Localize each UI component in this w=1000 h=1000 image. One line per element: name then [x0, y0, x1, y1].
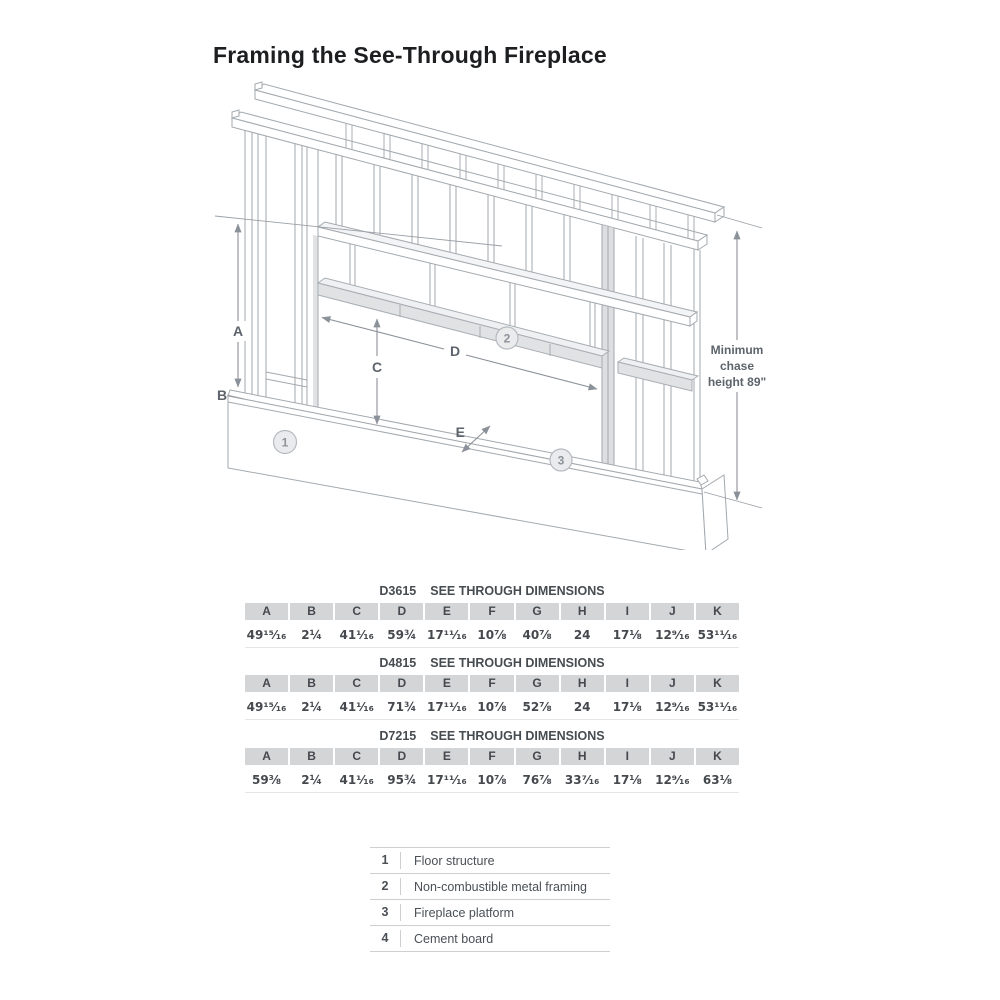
- legend-number: 2: [370, 878, 401, 895]
- col-header: J: [651, 603, 694, 620]
- dim-value: 40⅞: [516, 620, 559, 646]
- table-header-row: [245, 748, 739, 765]
- col-header: I: [606, 748, 649, 765]
- col-header: C: [335, 675, 378, 692]
- table-model: D7215: [379, 729, 417, 743]
- col-header: H: [561, 675, 604, 692]
- dim-value: 63⅛: [696, 765, 739, 791]
- page-title: Framing the See-Through Fireplace: [213, 42, 607, 68]
- header-rail: [318, 222, 697, 326]
- dimension-table-d3615: [245, 584, 739, 648]
- dim-value: 12⁹⁄₁₆: [651, 620, 694, 646]
- table-rule: [245, 647, 739, 648]
- col-header: E: [425, 675, 468, 692]
- dim-value: 17⅛: [606, 692, 649, 718]
- legend-table: [370, 847, 610, 952]
- table-title: [245, 584, 739, 598]
- dim-value: 53¹¹⁄₁₆: [696, 620, 739, 646]
- col-header: A: [245, 603, 288, 620]
- dim-value: 17⅛: [606, 620, 649, 646]
- col-header: F: [470, 675, 513, 692]
- table-title-text: SEE THROUGH DIMENSIONS: [430, 584, 605, 598]
- col-header: I: [606, 675, 649, 692]
- legend-label: Cement board: [414, 931, 494, 946]
- dimension-table-d4815: [245, 656, 739, 720]
- table-header-row: [245, 675, 739, 692]
- dim-value: 17⅛: [606, 765, 649, 791]
- svg-text:3: 3: [557, 453, 565, 468]
- dim-value: 24: [561, 620, 604, 646]
- dim-value: 2¼: [290, 765, 333, 791]
- dim-value: 49¹⁵⁄₁₆: [245, 620, 288, 646]
- legend-label: Fireplace platform: [414, 905, 515, 920]
- svg-text:Minimum: Minimum: [710, 343, 764, 357]
- callout-3: [550, 449, 572, 471]
- col-header: E: [425, 603, 468, 620]
- col-header: B: [290, 675, 333, 692]
- dim-value: 41¹⁄₁₆: [335, 765, 378, 791]
- table-title: [245, 729, 739, 743]
- col-header: J: [651, 675, 694, 692]
- col-header: K: [696, 675, 739, 692]
- dim-value: 10⅞: [470, 620, 513, 646]
- dim-value: 10⅞: [470, 692, 513, 718]
- legend-label: Floor structure: [414, 853, 495, 868]
- dim-value: 12⁹⁄₁₆: [651, 765, 694, 791]
- col-header: G: [516, 748, 559, 765]
- dim-value: 52⅞: [516, 692, 559, 718]
- dim-value: 2¼: [290, 620, 333, 646]
- table-value-row: [245, 765, 739, 791]
- col-header: B: [290, 748, 333, 765]
- col-header: I: [606, 603, 649, 620]
- svg-text:1: 1: [281, 435, 289, 450]
- dim-value: 53¹¹⁄₁₆: [696, 692, 739, 718]
- dim-value: 24: [561, 692, 604, 718]
- svg-text:2: 2: [503, 331, 511, 346]
- col-header: D: [380, 675, 423, 692]
- col-header: K: [696, 603, 739, 620]
- table-model: D4815: [379, 656, 417, 670]
- col-header: C: [335, 748, 378, 765]
- table-rule: [245, 719, 739, 720]
- col-header: H: [561, 748, 604, 765]
- table-value-row: [245, 620, 739, 646]
- dim-value: 59¾: [380, 620, 423, 646]
- legend-row-2: [370, 873, 610, 899]
- framing-diagram: [200, 80, 780, 550]
- table-header-row: [245, 603, 739, 620]
- dim-label-c: C: [371, 359, 383, 375]
- table-value-row: [245, 692, 739, 718]
- legend-row-1: [370, 847, 610, 873]
- dim-value: 95¾: [380, 765, 423, 791]
- legend-number: 1: [370, 852, 401, 869]
- legend-label: Non-combustible metal framing: [414, 879, 587, 894]
- col-header: A: [245, 675, 288, 692]
- svg-text:chase: chase: [719, 359, 755, 373]
- col-header: K: [696, 748, 739, 765]
- callout-1: [274, 431, 297, 454]
- legend-row-3: [370, 899, 610, 925]
- dim-value: 10⅞: [470, 765, 513, 791]
- col-header: G: [516, 675, 559, 692]
- dim-value: 17¹¹⁄₁₆: [425, 620, 468, 646]
- dim-label-b: B: [216, 387, 228, 403]
- col-header: G: [516, 603, 559, 620]
- col-header: F: [470, 748, 513, 765]
- table-title-text: SEE THROUGH DIMENSIONS: [430, 729, 605, 743]
- dim-value: 2¼: [290, 692, 333, 718]
- label-backgrounds: [229, 321, 465, 377]
- table-title: [245, 656, 739, 670]
- table-title-text: SEE THROUGH DIMENSIONS: [430, 656, 605, 670]
- table-rule: [245, 792, 739, 793]
- callout-2: [496, 327, 518, 349]
- table-model: D3615: [379, 584, 417, 598]
- legend-number: 4: [370, 930, 401, 947]
- dim-value: 71¾: [380, 692, 423, 718]
- legend-row-4: [370, 925, 610, 952]
- dim-label-e: E: [455, 424, 465, 440]
- col-header: C: [335, 603, 378, 620]
- col-header: E: [425, 748, 468, 765]
- dimension-table-d7215: [245, 729, 739, 793]
- dim-value: 59⅜: [245, 765, 288, 791]
- dim-value: 49¹⁵⁄₁₆: [245, 692, 288, 718]
- dim-value: 41¹⁄₁₆: [335, 620, 378, 646]
- chase-height-note: [708, 343, 766, 389]
- col-header: D: [380, 748, 423, 765]
- col-header: H: [561, 603, 604, 620]
- dim-value: 12⁹⁄₁₆: [651, 692, 694, 718]
- dim-value: 76⅞: [516, 765, 559, 791]
- svg-text:height 89": height 89": [707, 375, 767, 389]
- dim-value: 17¹¹⁄₁₆: [425, 765, 468, 791]
- col-header: J: [651, 748, 694, 765]
- dim-value: 41¹⁄₁₆: [335, 692, 378, 718]
- col-header: F: [470, 603, 513, 620]
- col-header: D: [380, 603, 423, 620]
- legend-number: 3: [370, 904, 401, 921]
- dim-value: 33⁷⁄₁₆: [561, 765, 604, 791]
- col-header: B: [290, 603, 333, 620]
- col-header: A: [245, 748, 288, 765]
- dim-label-d: D: [449, 343, 461, 359]
- dim-label-a: A: [232, 323, 244, 339]
- dim-value: 17¹¹⁄₁₆: [425, 692, 468, 718]
